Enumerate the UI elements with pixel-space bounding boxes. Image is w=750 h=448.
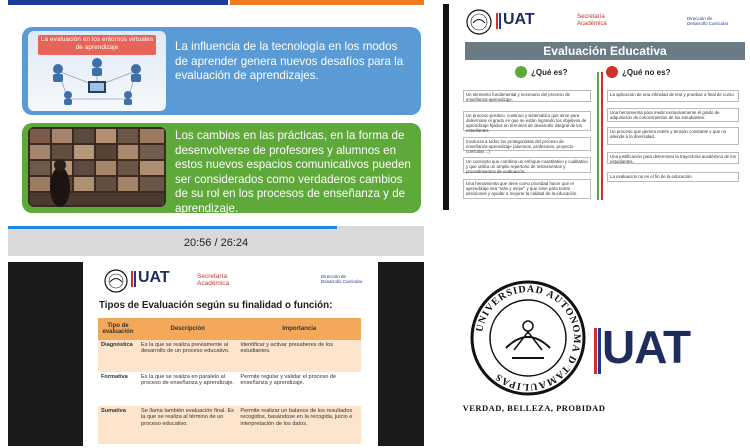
uat-logo-panel (430, 268, 750, 446)
que-es-item: Un elemento fundamental y necesario del proceso de enseñanza-aprendizaje. (463, 90, 591, 102)
network-image (28, 31, 166, 111)
yes-divider (597, 72, 599, 200)
table-row (98, 372, 361, 406)
uat-logo: UAT (138, 269, 170, 286)
table-header: Importancia (237, 318, 361, 340)
video-progress-bar[interactable] (8, 226, 337, 229)
slide-top-bar-orange (230, 0, 424, 5)
table-row (98, 406, 361, 444)
tipos-evaluacion-table (98, 318, 361, 444)
direccion-label: Dirección de Desarrollo Curricular (321, 274, 363, 284)
university-motto: VERDAD, BELLEZA, PROBIDAD (462, 403, 606, 413)
slide-title: Tipos de Evaluación según su finalidad o función: (99, 300, 333, 311)
que-no-es-item: La evaluación no es el fin de la educación. (607, 172, 739, 182)
secretaria-label: Secretaría Académica (577, 14, 607, 27)
que-no-es-item: Una justificación para determinar la trayectoria académica de los estudiantes. (607, 152, 739, 164)
slide-top-bar-blue (8, 0, 228, 5)
tech-influence-text: La influencia de la tecnología en los modos de aprender genera nuevos desafíos para la evaluación de aprendizajes. (175, 40, 404, 83)
table-cell: Formativa (98, 372, 138, 406)
uat-seal-icon (468, 278, 588, 398)
table-cell: Es la que se realiza previamente al desarrollo de un proceso educativo. (138, 340, 237, 372)
que-no-es-item: Un proceso que genera estrés y tensión constante y que no atiende a la diversidad. (607, 127, 739, 145)
uat-seal-icon (103, 268, 129, 294)
slide-evaluacion-educativa (443, 4, 749, 210)
table-header: Tipo de evaluación (98, 318, 138, 340)
image-caption: La evaluación en los entornos virtuales de aprendizaje (40, 36, 154, 51)
secretaria-label: Secretaría Académica (197, 273, 230, 287)
slide-tipos-evaluacion (83, 262, 378, 446)
que-es-item: Involucra a todos los protagonistas del proceso de enseñanza-aprendizaje (alumnos, profesores, proyecto curricular…) (463, 137, 591, 151)
video-time: 20:56 / 26:24 (183, 237, 249, 249)
video-grid-icon (28, 127, 166, 207)
table-row (98, 340, 361, 372)
que-es-heading: ¿Qué es? (531, 68, 568, 77)
logo-bar-blue (499, 13, 501, 29)
que-no-es-item: La aplicación de una infinidad de test y pruebas a final de curso. (607, 90, 739, 102)
table-cell: Es la que se realiza en paralelo al proceso de enseñanza y aprendizaje. (138, 372, 237, 406)
que-es-item: Una herramienta que tiene como prioridad hacer que el aprendizaje sea "más y mejor" y que sirve para tomar decisiones y ayudar a mejorar la calidad de la educación. (463, 179, 591, 199)
roles-change-text: Los cambios en las prácticas, en la forma de desenvolverse de profesores y alumnos en estos nuevos espacios comunicativos pueden ser considerados como verdaderos cambios de su rol en los procesos de enseñanza y de aprendizaje. (175, 129, 411, 215)
video-controls[interactable] (8, 226, 424, 256)
tech-influence-card (22, 27, 421, 115)
table-cell: Diagnóstica (98, 340, 138, 372)
logo-bar-red (496, 13, 498, 29)
table-cell: Permite realizar un balance de los resultados recogidos, basándose en la recogida, juicio e interpretación de los datos. (237, 406, 361, 444)
logo-bar-red (131, 271, 133, 287)
que-es-item: Un proceso positivo, continuo y sistemático que sirve para determinar el grado en que se están logrando los objetivos de aprendizaje fijados en términos de desarrollo integral de los estudiantes. (463, 111, 591, 131)
table-cell: Sumativa (98, 406, 138, 444)
table-cell: Se llama también evaluación final. Es la que se realiza al término de un proceso educativo. (138, 406, 237, 444)
uat-logo: UAT (503, 11, 535, 28)
que-no-es-item: Una herramienta para medir exclusivamente el grado de adquisición de conocimientos de los estudiantes. (607, 108, 739, 122)
video-conference-image (28, 127, 166, 207)
no-divider (601, 72, 603, 200)
slide-tipos-evaluacion-frame (8, 262, 424, 446)
direccion-label: Dirección de Desarrollo Curricular (687, 16, 729, 26)
seal-text: UNIVERSIDAD AUTONOMA D TAMAULIPAS (474, 283, 583, 393)
table-cell: Identificar y activar presaberes de los estudiantes. (237, 340, 361, 372)
logo-bar-red (594, 328, 597, 374)
cross-icon (606, 66, 618, 78)
logo-bar-blue (598, 328, 601, 374)
table-cell: Permite regular y validar el proceso de enseñanza y aprendizaje. (237, 372, 361, 406)
check-icon (515, 66, 527, 78)
slide-tech-influence (8, 0, 424, 226)
network-people-icon (28, 31, 166, 111)
que-es-item: Un concepto que combina un enfoque cuantitativo y cualitativo y que utiliza un amplio repertorio de instrumentos y procedimientos de evaluación. (463, 157, 591, 173)
slide-title: Evaluación Educativa (465, 42, 745, 60)
roles-change-card (22, 123, 421, 213)
uat-logo-large: UAT (602, 321, 691, 373)
que-no-es-heading: ¿Qué no es? (622, 68, 671, 77)
table-header: Descripción (138, 318, 237, 340)
logo-bar-blue (134, 271, 136, 287)
uat-seal-icon (465, 8, 493, 36)
